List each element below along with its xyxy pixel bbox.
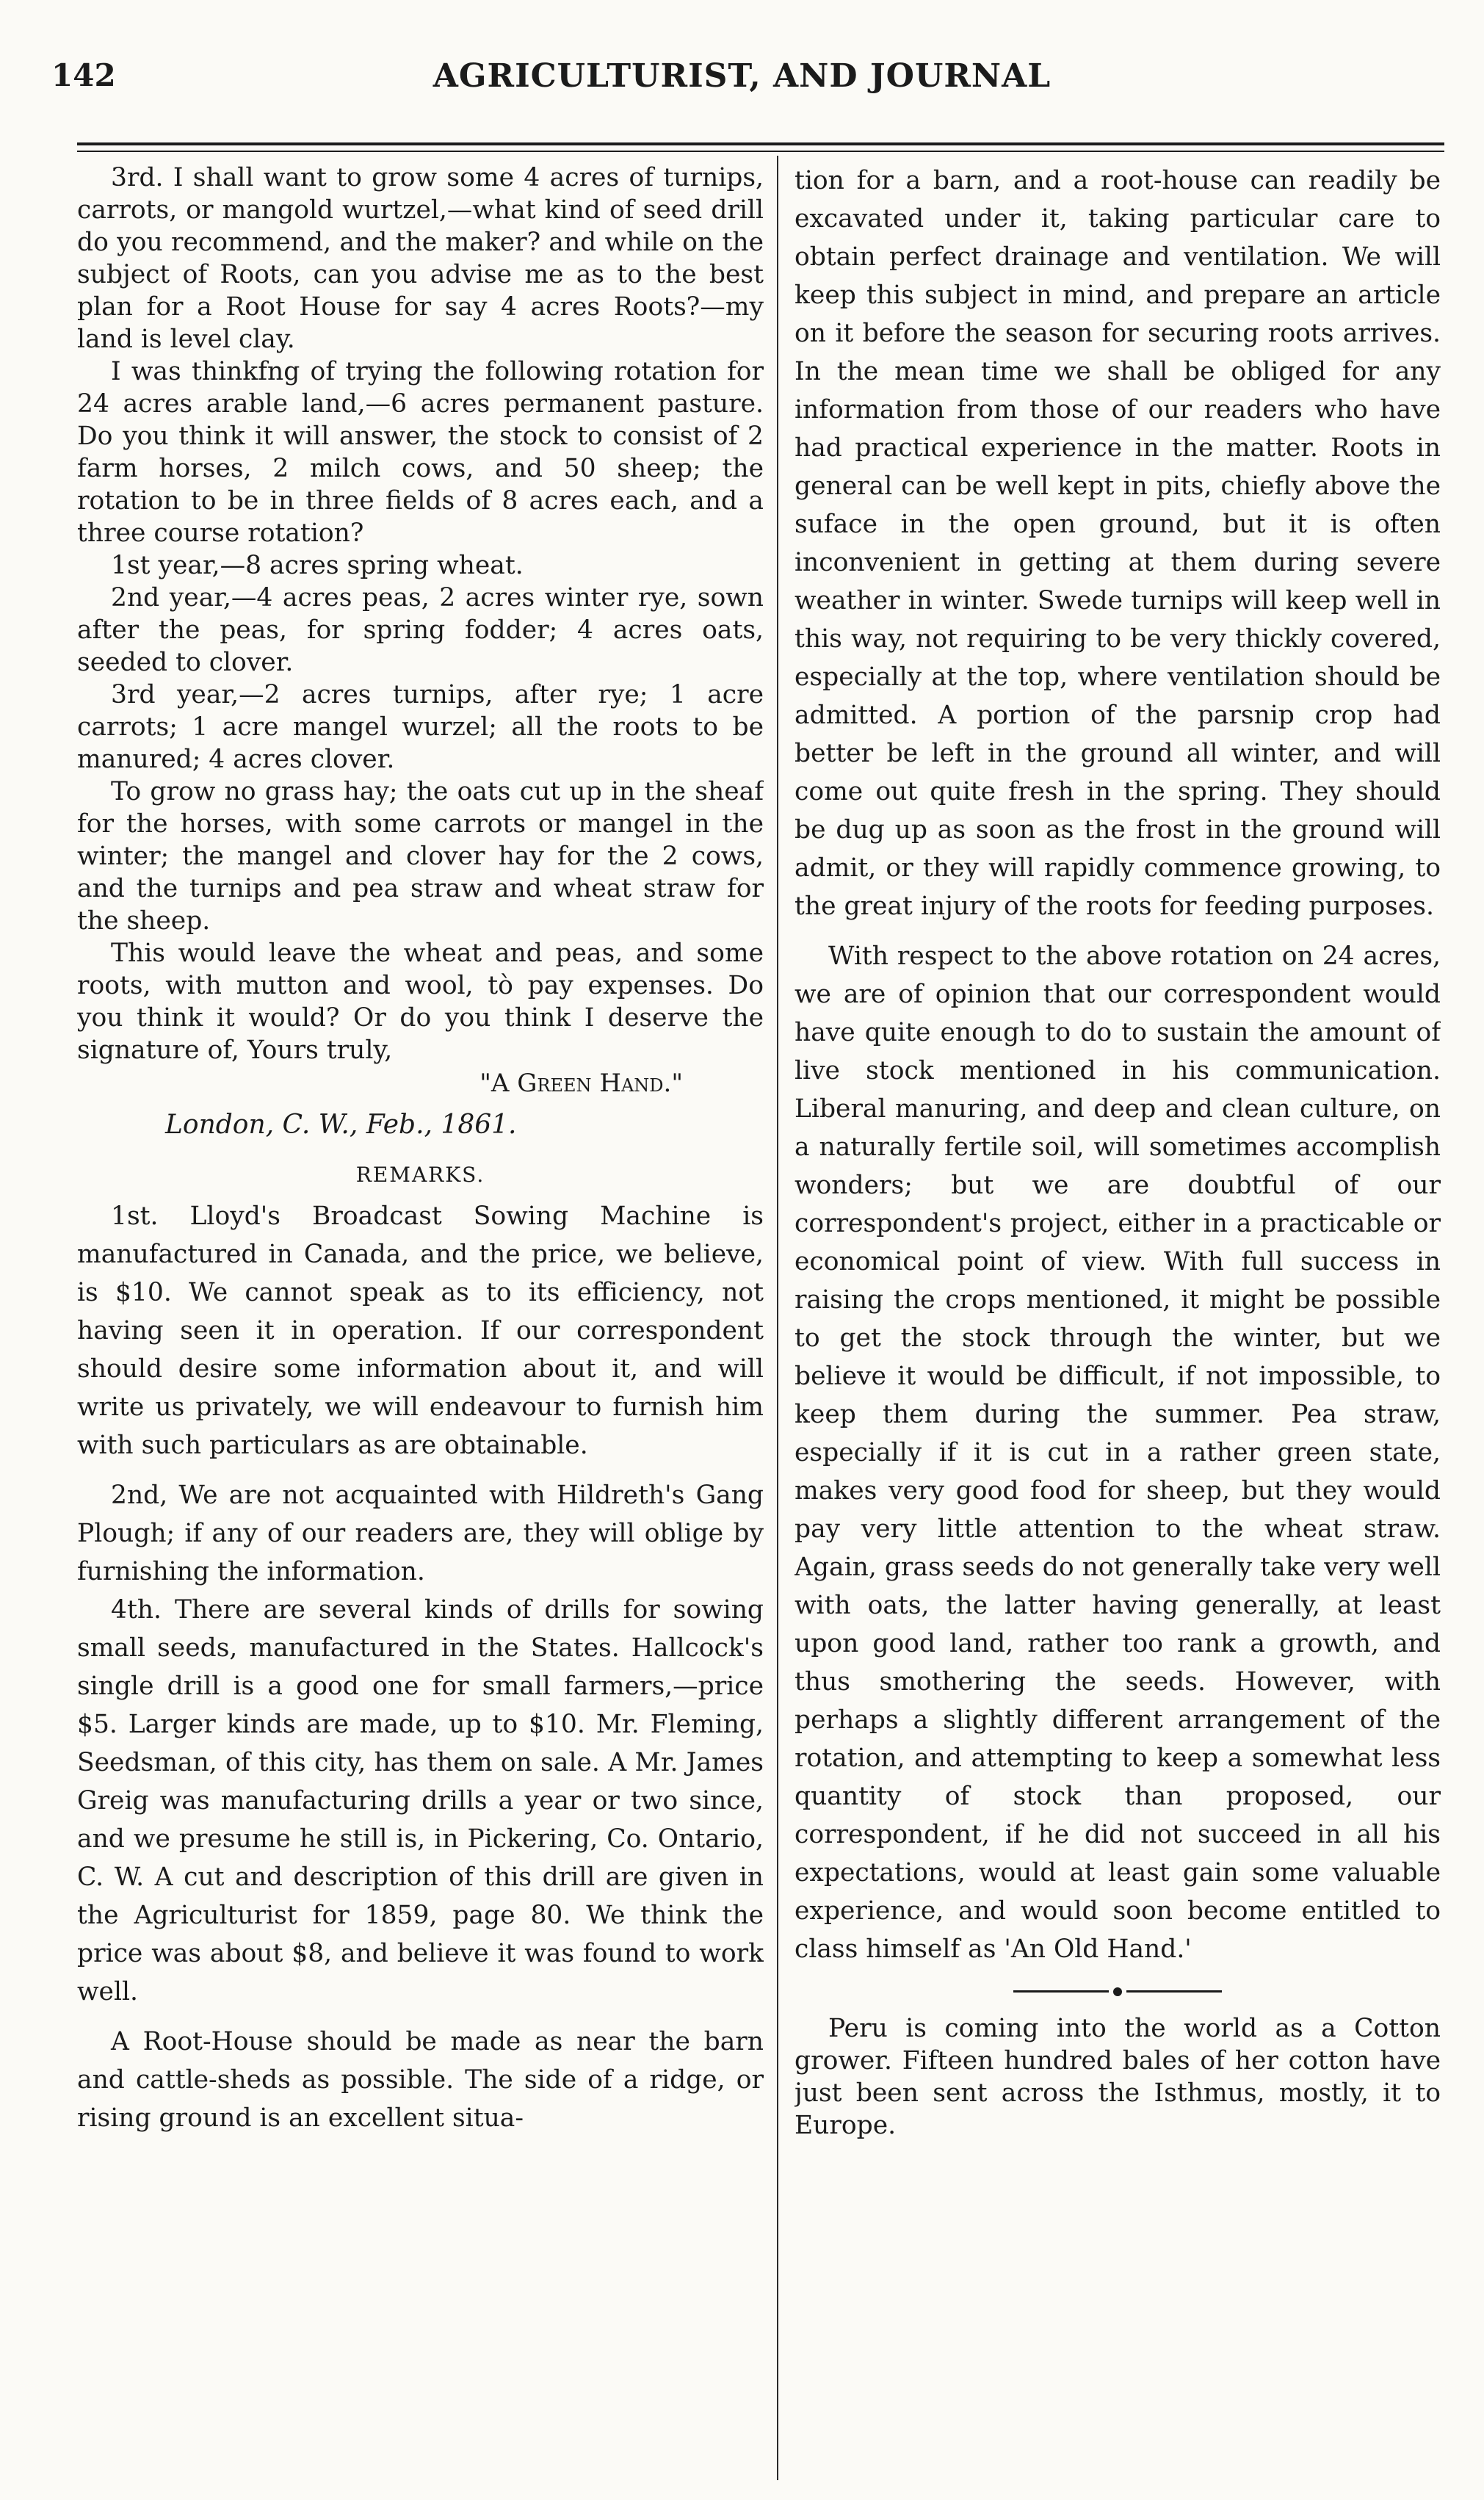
article-paragraph: tion for a barn, and a root-house can readily be excavated under it, taking particular care to obtain perfect drainage and ventilation. We will keep this subject in mind, and prepare an article on it before the season for securing roots arrives. In the mean time we shall be obliged for any information from those of our readers who have had practical experience in the matter. Roots in general can be well kept in pits, chiefly above the suface in the open ground, but it is often inconvenient in getting at them during severe weather in winter. Swede turnips will keep well in this way, not requiring to be very thickly covered, especially at the top, where ventilation should be admitted. A portion of the parsnip crop had better be left in the ground all winter, and will come out quite fresh in the spring. They should be dug up as soon as the frost in the ground will admit, or they will rapidly commence growing, to the great injury of the roots for feeding purposes. (795, 166, 1441, 921)
section-separator (795, 1973, 1441, 2008)
right-column (795, 162, 1441, 2482)
letter-paragraph: This would leave the wheat and peas, and some roots, with mutton and wool, tò pay expenses. Do you think it would? Or do you think I deserve the signature of, Yours truly, (77, 939, 764, 1065)
letter-paragraph: I was thinkfng of trying the following rotation for 24 acres arable land,—6 acres permanent pasture. Do you think it will answer, the stock to consist of 2 farm horses, 2 milch cows, and 50 sheep; the rotation to be in three fields of 8 acres each, and a three course rotation? (77, 357, 764, 548)
remarks-paragraph: 1st. Lloyd's Broadcast Sowing Machine is manufactured in Canada, and the price, we believe, is $10. We cannot speak as to its efficiency, not having seen it in operation. If our correspondent should desire some information about it, and will write us privately, we will endeavour to furnish him with such particulars as are obtainable. (77, 1202, 764, 1460)
letter-paragraph: To grow no grass hay; the oats cut up in the sheaf for the horses, with some carrots or mangel in the winter; the mangel and clover hay for the 2 cows, and the turnips and pea straw and wheat straw for the sheep. (77, 777, 764, 936)
letter-paragraph: 1st year,—8 acres spring wheat. (111, 551, 524, 580)
paragraph-gap (795, 925, 1441, 937)
letter-place-date: London, C. W., Feb., 1861. (165, 1110, 517, 1140)
letter-paragraph: 3rd year,—2 acres turnips, after rye; 1 acre carrots; 1 acre mangel wurzel; all the roots to be manured; 4 acres clover. (77, 680, 764, 774)
paragraph-gap (77, 1464, 764, 1476)
remarks-heading: REMARKS. (355, 1163, 485, 1187)
page-number: 142 (51, 57, 116, 93)
left-column (77, 162, 764, 2482)
letter-signature: "A Green Hand." (479, 1069, 683, 1098)
separator-line (1126, 1990, 1222, 1993)
header-rule-thick (77, 142, 1444, 145)
header-rule-thin (77, 151, 1444, 152)
letter-paragraph: 3rd. I shall want to grow some 4 acres of turnips, carrots, or mangold wurtzel,—what kind of seed drill do you recommend, and the maker? and while on the subject of Roots, can you advise me as to the best plan for a Root House for say 4 acres Roots?—my land is level clay. (77, 163, 764, 354)
separator-dot (1113, 1987, 1122, 1996)
separator-line (1013, 1990, 1109, 1993)
running-title: AGRICULTURIST, AND JOURNAL (432, 57, 1052, 95)
remarks-paragraph: A Root-House should be made as near the barn and cattle-sheds as possible. The side of a ridge, or rising ground is an excellent situa- (77, 2027, 764, 2133)
paragraph-gap (77, 2011, 764, 2023)
news-item: Peru is coming into the world as a Cotton grower. Fifteen hundred bales of her cotton have just been sent across the Isthmus, mostly, it to Europe. (795, 2014, 1441, 2140)
article-paragraph: With respect to the above rotation on 24 acres, we are of opinion that our correspondent would have quite enough to do to sustain the amount of live stock mentioned in his communication. Liberal manuring, and deep and clean culture, on a naturally fertile soil, will sometimes accomplish wonders; but we are doubtful of our correspondent's project, either in a practicable or economical point of view. With full success in raising the crops mentioned, it might be possible to get the stock through the winter, but we believe it would be difficult, if not impossible, to keep them during the summer. Pea straw, especially if it is cut in a rather green state, makes very good food for sheep, but they would pay very little attention to the wheat straw. Again, grass seeds do not generally take very well with oats, the latter having generally, at least upon good land, rather too rank a growth, and thus smothering the seeds. However, with perhaps a slightly different arrangement of the rotation, and attempting to keep a somewhat less quantity of stock than proposed, our correspondent, if he did not succeed in all his expectations, would at least gain some valuable experience, and would soon become entitled to class himself as 'An Old Hand.' (795, 942, 1441, 1964)
column-divider (777, 156, 778, 2480)
page-header (51, 57, 1433, 109)
remarks-paragraph: 4th. There are several kinds of drills for sowing small seeds, manufactured in the States. Hallcock's single drill is a good one for small farmers,—price $5. Larger kinds are made, up to $10. Mr. Fleming, Seedsman, of this city, has them on sale. A Mr. James Greig was manufacturing drills a year or two since, and we presume he still is, in Pickering, Co. Ontario, C. W. A cut and description of this drill are given in the Agriculturist for 1859, page 80. We think the price was about $8, and believe it was found to work well. (77, 1595, 764, 2006)
remarks-paragraph: 2nd, We are not acquainted with Hildreth's Gang Plough; if any of our readers are, they will oblige by furnishing the information. (77, 1481, 764, 1586)
letter-paragraph: 2nd year,—4 acres peas, 2 acres winter rye, sown after the peas, for spring fodder; 4 acres oats, seeded to clover. (77, 583, 764, 677)
